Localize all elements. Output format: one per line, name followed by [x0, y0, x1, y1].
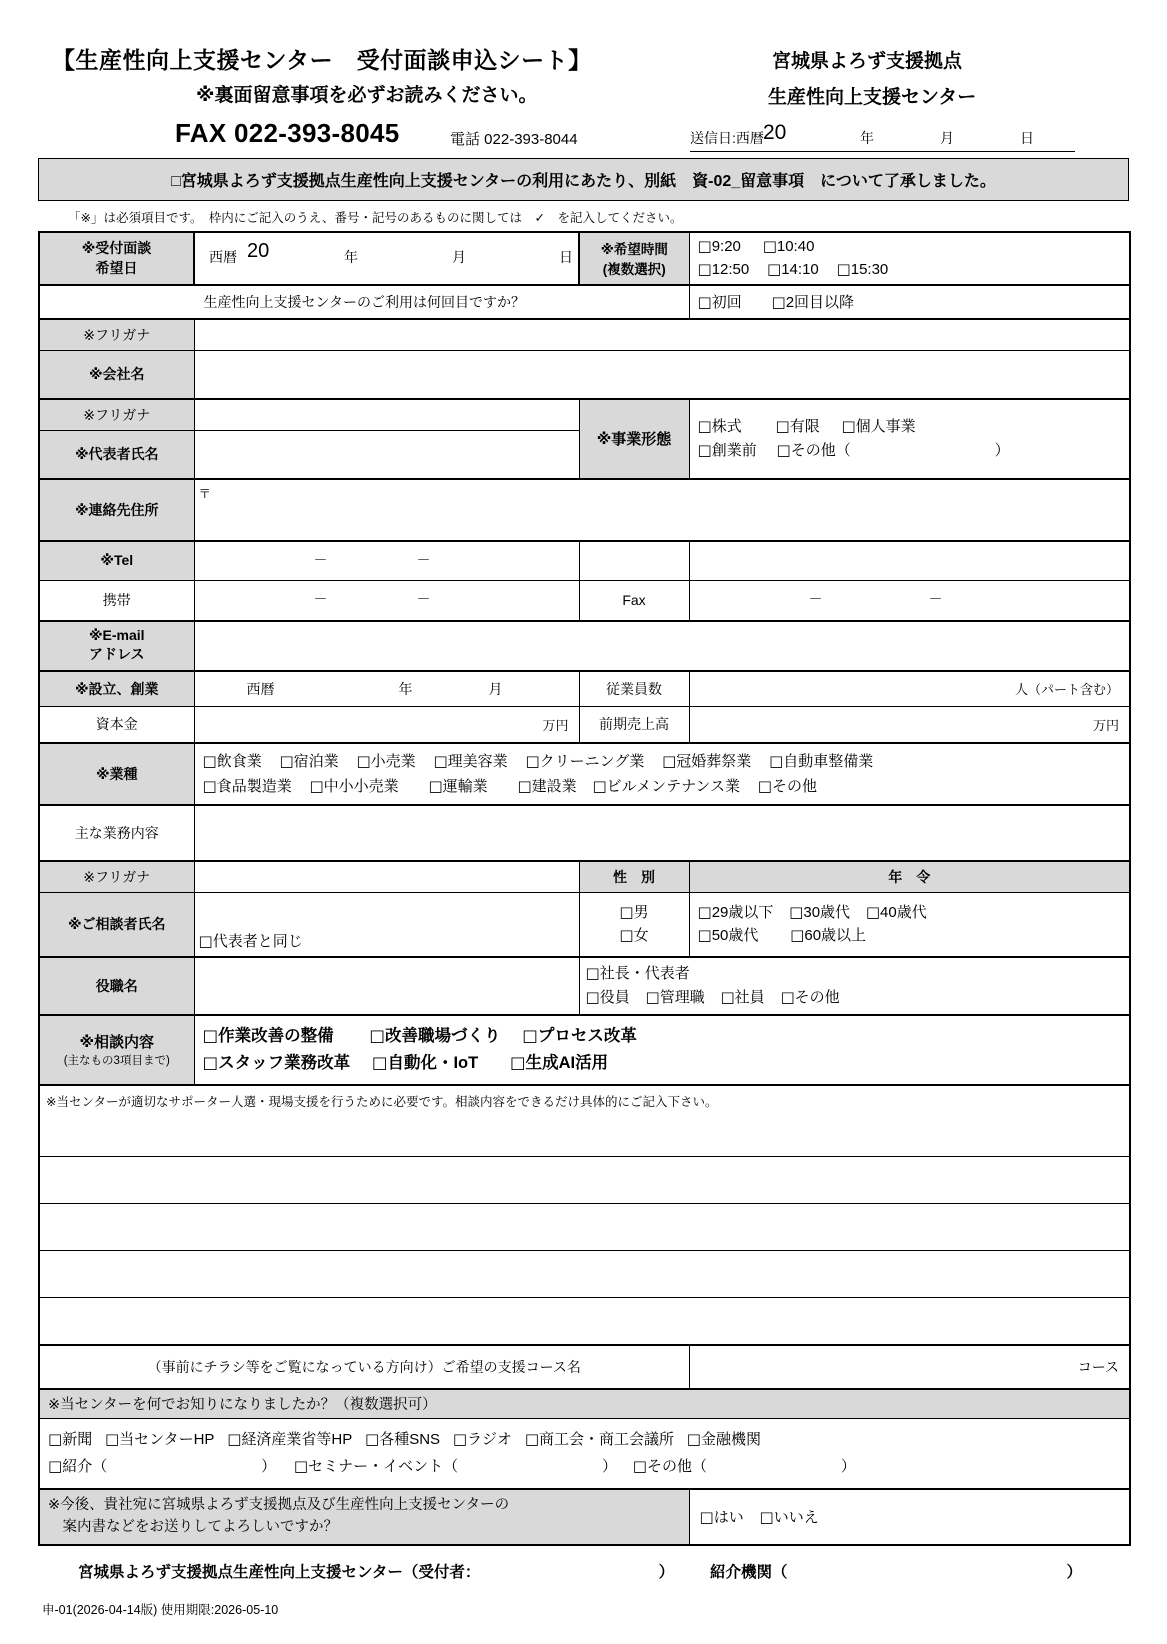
age-header: 年 令 — [689, 861, 1130, 893]
consult-note-area[interactable] — [39, 1085, 1130, 1157]
tel-dash-2: － — [416, 551, 431, 568]
checkbox-time-1410[interactable]: □ — [767, 260, 782, 279]
checkbox-source-financial[interactable]: □ — [686, 1429, 701, 1448]
checkbox-position-officer[interactable]: □ — [585, 987, 600, 1006]
age-options[interactable]: □29歳以下 □30歳代 □40歳代 □50歳代 □60歳以上 — [689, 893, 1130, 957]
founded-month-unit: 月 — [488, 680, 503, 697]
revenue-unit: 万円 — [1093, 717, 1120, 733]
address-input[interactable] — [194, 479, 1130, 541]
founded-seireki: 西暦 — [246, 680, 275, 697]
checkbox-consult-generative-ai[interactable]: □ — [510, 1052, 526, 1072]
table-row — [39, 285, 1130, 319]
mobile-input[interactable] — [194, 581, 579, 621]
founded-year-unit: 年 — [398, 680, 413, 697]
main-business-label: 主な業務内容 — [39, 805, 194, 861]
how-hear-heading: ※当センターを何でお知りになりましたか？（複数選択可） — [39, 1389, 1130, 1419]
consult-note-text: ※当センターが適切なサポーター人選・現場支援を行うために必要です。相談内容をできるだけ具体的にご記入下さい。 — [46, 1094, 718, 1109]
checkbox-age-30s[interactable]: □ — [789, 903, 804, 921]
consult-content-label: ※相談内容 (主なもの3項目まで) — [39, 1015, 194, 1085]
mailing-options[interactable]: □はい □いいえ — [689, 1489, 1130, 1545]
company-name-label: ※会社名 — [39, 351, 194, 399]
footer-referral: 紹介機関（ ） — [710, 1563, 1083, 1581]
checkbox-mailing-no[interactable]: □ — [759, 1508, 774, 1526]
table-row — [39, 1419, 1130, 1489]
checkbox-industry-retail[interactable]: □ — [356, 751, 371, 770]
table-row — [39, 1251, 1130, 1298]
interview-date-label: ※受付面談 希望日 — [39, 232, 194, 285]
tel-extra-cell-left[interactable] — [579, 541, 689, 581]
mailing-question: ※今後、貴社宛に宮城県よろず支援拠点及び生産性向上支援センターの 案内書などをお送りしてよろしいですか？ — [39, 1489, 689, 1545]
furigana-company-input[interactable] — [194, 319, 1130, 351]
table-row — [39, 541, 1130, 581]
tel-input[interactable] — [194, 541, 579, 581]
send-date-label: 送信日:西暦 — [690, 130, 764, 146]
capital-unit: 万円 — [542, 717, 569, 733]
year-unit: 年 — [344, 249, 358, 266]
checkbox-source-seminar[interactable]: □ — [293, 1457, 309, 1476]
furigana-company-label: ※フリガナ — [39, 319, 194, 351]
consent-checkbox-bar[interactable]: □宮城県よろず支援拠点生産性向上支援センターの利用にあたり、別紙 資-02_留意事項 について了承しました。 — [38, 158, 1129, 201]
founded-input[interactable] — [194, 671, 579, 707]
fax-number: FAX 022-393-8045 — [175, 118, 400, 148]
table-row — [39, 1298, 1130, 1345]
checkbox-gender-female[interactable]: □ — [619, 926, 634, 945]
employees-input[interactable] — [689, 671, 1130, 707]
employees-unit: 人（パート含む） — [1015, 682, 1120, 698]
company-name-input[interactable] — [194, 351, 1130, 399]
consult-free-line-3[interactable] — [39, 1251, 1130, 1298]
page-title: 【生産性向上支援センター 受付面談申込シート】 — [52, 47, 592, 73]
day-unit: 日 — [559, 249, 573, 266]
send-date-year-unit: 年 — [860, 130, 874, 146]
send-date-day-unit: 日 — [1020, 130, 1034, 146]
checkbox-industry-lodging[interactable]: □ — [279, 751, 294, 770]
page-header — [0, 0, 1167, 152]
document-id: 申-01(2026-04-14版) 使用期限:2026-05-10 — [42, 1602, 279, 1617]
footer-receiver: 宮城県よろず支援拠点生産性向上支援センター（受付者： ） — [78, 1563, 675, 1581]
table-row — [39, 957, 1130, 1015]
table-row — [39, 743, 1130, 805]
checkbox-consult-process[interactable]: □ — [522, 1025, 538, 1045]
seireki-label: 西暦 — [209, 249, 237, 266]
business-type-options[interactable]: □株式 □有限 □個人事業 □創業前 □その他（ ） — [689, 399, 1130, 479]
table-row — [39, 232, 1130, 285]
tel-label: ※Tel — [39, 541, 194, 581]
course-unit: コース — [1077, 1358, 1120, 1375]
checkbox-industry-beauty[interactable]: □ — [433, 751, 448, 770]
consult-content-options[interactable]: □作業改善の整備 □改善職場づくり □プロセス改革 □スタッフ業務改革 □自動化・IoT □生成AI活用 — [194, 1015, 1130, 1085]
email-input[interactable] — [194, 621, 1130, 671]
furigana-consultant-label: ※フリガナ — [39, 861, 194, 893]
checkbox-consult-work-improve[interactable]: □ — [202, 1025, 219, 1045]
table-row — [39, 707, 1130, 743]
table-row — [39, 1204, 1130, 1251]
employees-label: 従業員数 — [579, 671, 689, 707]
consultant-name-label: ※ご相談者氏名 — [39, 893, 194, 957]
page-subtitle: ※裏面留意事項を必ずお読みください。 — [196, 85, 538, 106]
checkbox-consult-workplace[interactable]: □ — [369, 1025, 385, 1045]
checkbox-industry-food-mfg[interactable]: □ — [202, 776, 217, 795]
mobile-label: 携帯 — [39, 581, 194, 621]
checkbox-time-1530[interactable]: □ — [836, 260, 851, 279]
checkbox-time-1250[interactable]: □ — [697, 260, 712, 279]
checkbox-position-president[interactable]: □ — [585, 964, 600, 983]
checkbox-kabushiki[interactable]: □ — [697, 417, 712, 436]
table-row — [39, 621, 1130, 671]
checkbox-industry-other[interactable]: □ — [757, 776, 772, 795]
send-date-field[interactable] — [690, 122, 1075, 152]
checkbox-position-other[interactable]: □ — [780, 987, 795, 1006]
capital-label: 資本金 — [39, 707, 194, 743]
table-row — [39, 805, 1130, 861]
checkbox-age-over60[interactable]: □ — [790, 926, 805, 945]
course-input[interactable] — [689, 1345, 1130, 1389]
required-fields-note: 「※」は必須項目です。 枠内にご記入のうえ、番号・記号のあるものに関しては ✓ を記入してください。 — [68, 211, 683, 225]
table-row — [39, 581, 1130, 621]
send-date-month-unit: 月 — [940, 130, 954, 146]
revenue-label: 前期売上高 — [579, 707, 689, 743]
checkbox-kojin[interactable]: □ — [841, 417, 856, 436]
position-label: 役職名 — [39, 957, 194, 1015]
industry-label: ※業種 — [39, 743, 194, 805]
furigana-rep-input[interactable] — [194, 399, 579, 431]
consult-free-line-2[interactable] — [39, 1204, 1130, 1251]
business-type-label: ※事業形態 — [579, 399, 689, 479]
table-row — [39, 479, 1130, 541]
position-options[interactable]: □社長・代表者 □役員 □管理職 □社員 □その他 — [579, 957, 1130, 1015]
checkbox-age-under29[interactable]: □ — [697, 903, 712, 921]
table-row — [39, 893, 1130, 957]
table-row — [39, 319, 1130, 351]
postal-mark: 〒 — [198, 486, 212, 501]
main-business-input[interactable] — [194, 805, 1130, 861]
checkbox-source-radio[interactable]: □ — [452, 1429, 468, 1448]
org-name-line1: 宮城県よろず支援拠点 — [772, 51, 963, 72]
checkbox-industry-cleaning[interactable]: □ — [525, 751, 540, 770]
table-row — [39, 351, 1130, 399]
checkbox-source-meti-hp[interactable]: □ — [227, 1429, 242, 1448]
usage-count-question: 生産性向上支援センターのご利用は何回目ですか？ — [39, 285, 689, 319]
table-row — [39, 1157, 1130, 1204]
checkbox-source-newspaper[interactable]: □ — [48, 1429, 63, 1448]
tel-dash-1: － — [313, 551, 328, 568]
checkbox-industry-food-service[interactable]: □ — [202, 751, 217, 770]
checkbox-consult-automation-iot[interactable]: □ — [371, 1052, 388, 1072]
table-row — [39, 1489, 1130, 1545]
checkbox-first-time[interactable]: □ — [697, 293, 712, 311]
org-name-line2: 生産性向上支援センター — [768, 87, 977, 108]
tel-number: 電話 022-393-8044 — [450, 131, 578, 148]
table-row — [39, 1015, 1130, 1085]
mobile-dash-1: － — [313, 591, 328, 608]
checkbox-time-0920[interactable]: □ — [697, 237, 712, 255]
furigana-rep-label: ※フリガナ — [39, 399, 194, 431]
table-row — [39, 671, 1130, 707]
email-label: ※E-mail アドレス — [39, 621, 194, 671]
mobile-dash-2: － — [416, 591, 431, 608]
checkbox-position-employee[interactable]: □ — [720, 987, 735, 1006]
fax-dash-1: － — [808, 591, 823, 608]
seireki-century: 20 — [247, 240, 270, 263]
checkbox-industry-small-retail[interactable]: □ — [309, 776, 324, 795]
checkbox-source-chamber[interactable]: □ — [524, 1429, 539, 1448]
table-row — [39, 399, 1130, 431]
fax-label: Fax — [579, 581, 689, 621]
checkbox-source-other[interactable]: □ — [632, 1457, 647, 1476]
rep-name-label: ※代表者氏名 — [39, 431, 194, 479]
fax-input[interactable] — [689, 581, 1130, 621]
revenue-input[interactable] — [689, 707, 1130, 743]
checkbox-source-referral[interactable]: □ — [48, 1457, 63, 1476]
month-unit: 月 — [452, 249, 466, 266]
position-input[interactable] — [194, 957, 579, 1015]
checkbox-consult-staff-reform[interactable]: □ — [202, 1052, 219, 1072]
interview-date-input[interactable] — [194, 232, 579, 285]
founded-label: ※設立、創業 — [39, 671, 194, 707]
consult-free-line-1[interactable] — [39, 1157, 1130, 1204]
checkbox-source-center-hp[interactable]: □ — [104, 1429, 120, 1448]
how-hear-options[interactable]: □新聞 □当センターHP □経済産業省等HP □各種SNS □ラジオ □商工会・商工会議所 □金融機関 □紹介（ ） □セミナー・イベント（ ） □その他（ ） — [39, 1419, 1130, 1489]
table-row — [39, 1345, 1130, 1389]
gender-header: 性 別 — [579, 861, 689, 893]
checkbox-industry-auto-repair[interactable]: □ — [769, 751, 784, 770]
checkbox-age-50s[interactable]: □ — [697, 926, 712, 945]
desired-time-options[interactable]: □9:20 □10:40 □12:50 □14:10 □15:30 — [689, 232, 1130, 285]
checkbox-age-40s[interactable]: □ — [865, 903, 881, 921]
fax-dash-2: － — [928, 591, 943, 608]
consult-free-line-4[interactable] — [39, 1298, 1130, 1345]
checkbox-industry-building-maint[interactable]: □ — [592, 776, 607, 795]
capital-input[interactable] — [194, 707, 579, 743]
rep-name-input[interactable] — [194, 431, 579, 479]
checkbox-same-as-rep[interactable]: □ — [198, 931, 213, 950]
gender-options[interactable]: □男 □女 — [579, 893, 689, 957]
checkbox-industry-ceremonial[interactable]: □ — [662, 751, 677, 770]
table-row — [39, 1085, 1130, 1157]
checkbox-time-1040[interactable]: □ — [762, 237, 777, 255]
send-date-century: 20 — [763, 121, 787, 144]
checkbox-gender-male[interactable]: □ — [619, 903, 634, 921]
checkbox-other-biztype[interactable]: □ — [776, 440, 791, 459]
usage-count-options[interactable]: □初回 □2回目以降 — [689, 285, 1130, 319]
checkbox-yugen[interactable]: □ — [775, 417, 790, 436]
checkbox-repeat[interactable]: □ — [771, 293, 786, 311]
checkbox-pre-founding[interactable]: □ — [697, 440, 712, 459]
desired-time-label: ※希望時間 (複数選択) — [579, 232, 689, 285]
application-form-table — [38, 231, 1131, 1546]
table-row — [39, 1389, 1130, 1419]
course-label: （事前にチラシ等をご覧になっている方向け）ご希望の支援コース名 — [39, 1345, 689, 1389]
address-label: ※連絡先住所 — [39, 479, 194, 541]
industry-options[interactable]: □飲食業 □宿泊業 □小売業 □理美容業 □クリーニング業 □冠婚葬祭業 □自動車整備業 □食品製造業 □中小小売業 □運輸業 □建設業 □ビルメンテナンス業 □その他 — [194, 743, 1130, 805]
checkbox-industry-construction[interactable]: □ — [517, 776, 532, 795]
checkbox-position-manager[interactable]: □ — [645, 987, 660, 1006]
checkbox-mailing-yes[interactable]: □ — [699, 1508, 714, 1526]
checkbox-industry-transport[interactable]: □ — [428, 776, 443, 795]
consultant-name-input[interactable]: □代表者と同じ — [194, 893, 579, 957]
footer-receiver-line — [0, 1560, 1167, 1582]
tel-extra-cell-right[interactable] — [689, 541, 1130, 581]
checkbox-source-sns[interactable]: □ — [365, 1429, 380, 1448]
furigana-consultant-input[interactable] — [194, 861, 579, 893]
table-row — [39, 861, 1130, 893]
